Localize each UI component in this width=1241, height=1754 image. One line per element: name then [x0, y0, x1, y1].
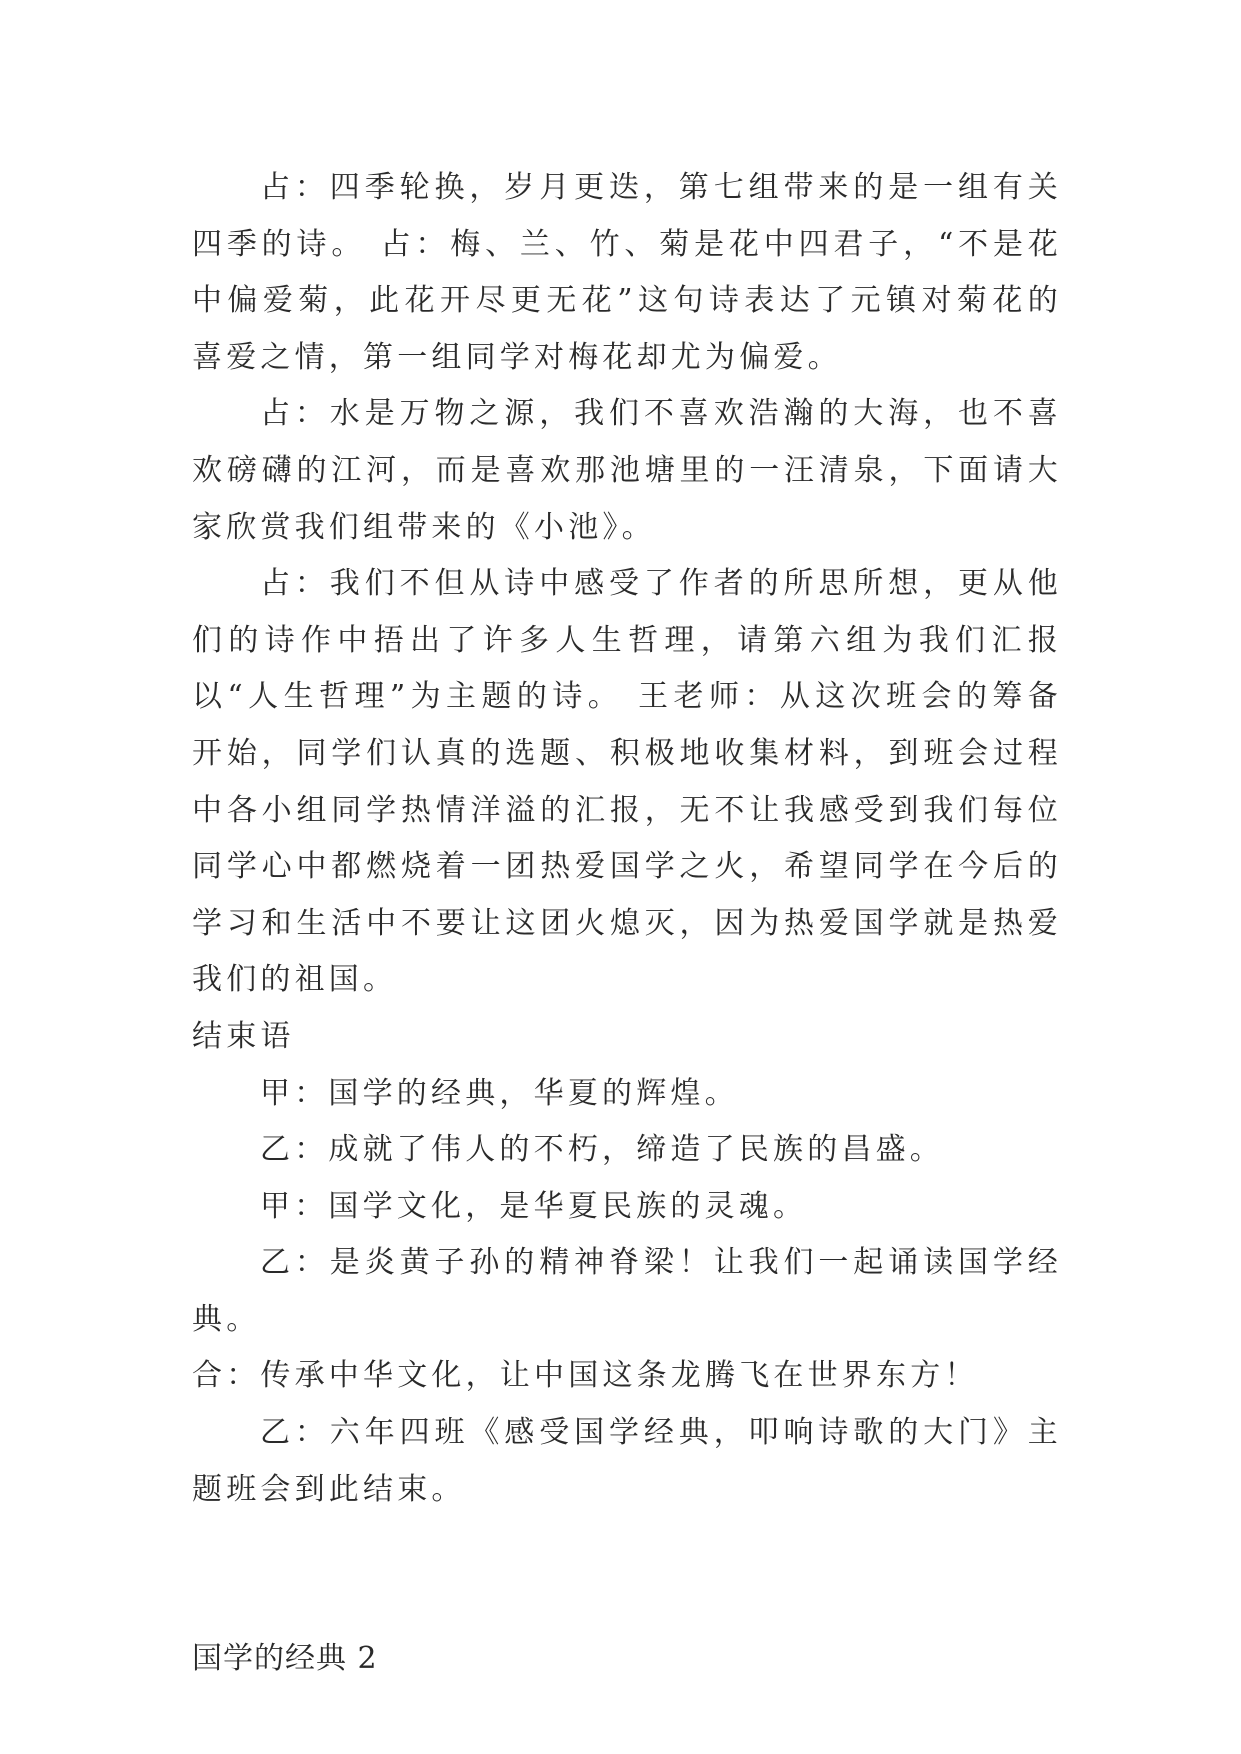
paragraph-philosophy: 占：我们不但从诗中感受了作者的所思所想，更从他们的诗作中捂出了许多人生哲理，请第六组为我们汇报以“人生哲理”为主题的诗。 王老师：从这次班会的筹备开始，同学们认真的选题、积极地收集材料，到班会过程中各小组同学热情洋溢的汇报，无不让我感受到我们每位同学心中都燃烧着一团热爱国学之火，希望同学在今后的学习和生活中不要让这团火熄灭，因为热爱国学就是热爱我们的祖国。 — [192, 566, 1062, 998]
closing-heading: 结束语 — [192, 1018, 295, 1054]
closing-line-together: 合：传承中华文化，让中国这条龙腾飞在世界东方！ — [192, 1358, 979, 1394]
closing-line-jia-1: 甲：国学的经典，华夏的辉煌。 — [260, 1075, 739, 1111]
section-gap — [192, 1518, 1062, 1631]
closing-line-yi-1: 乙：成就了伟人的不朽，缔造了民族的昌盛。 — [260, 1132, 944, 1168]
paragraph-seasons: 占：四季轮换，岁月更迭，第七组带来的是一组有关四季的诗。 占：梅、兰、竹、菊是花中四君子，“不是花中偏爱菊，此花开尽更无花”这句诗表达了元镇对菊花的喜爱之情，第一组同学对梅花却尤为偏爱。 — [192, 170, 1062, 375]
document-body — [192, 160, 1062, 1688]
paragraph-water: 占：水是万物之源，我们不喜欢浩瀚的大海，也不喜欢磅礴的江河，而是喜欢那池塘里的一汪清泉，下面请大家欣赏我们组带来的《小池》。 — [192, 396, 1062, 545]
closing-line-yi-2: 乙：是炎黄子孙的精神脊梁！让我们一起诵读国学经典。 — [192, 1245, 1062, 1337]
section-title: 国学的经典 2 — [192, 1641, 378, 1677]
closing-line-yi-3: 乙：六年四班《感受国学经典，叩响诗歌的大门》主题班会到此结束。 — [192, 1415, 1062, 1507]
closing-line-jia-2: 甲：国学文化，是华夏民族的灵魂。 — [260, 1188, 808, 1224]
